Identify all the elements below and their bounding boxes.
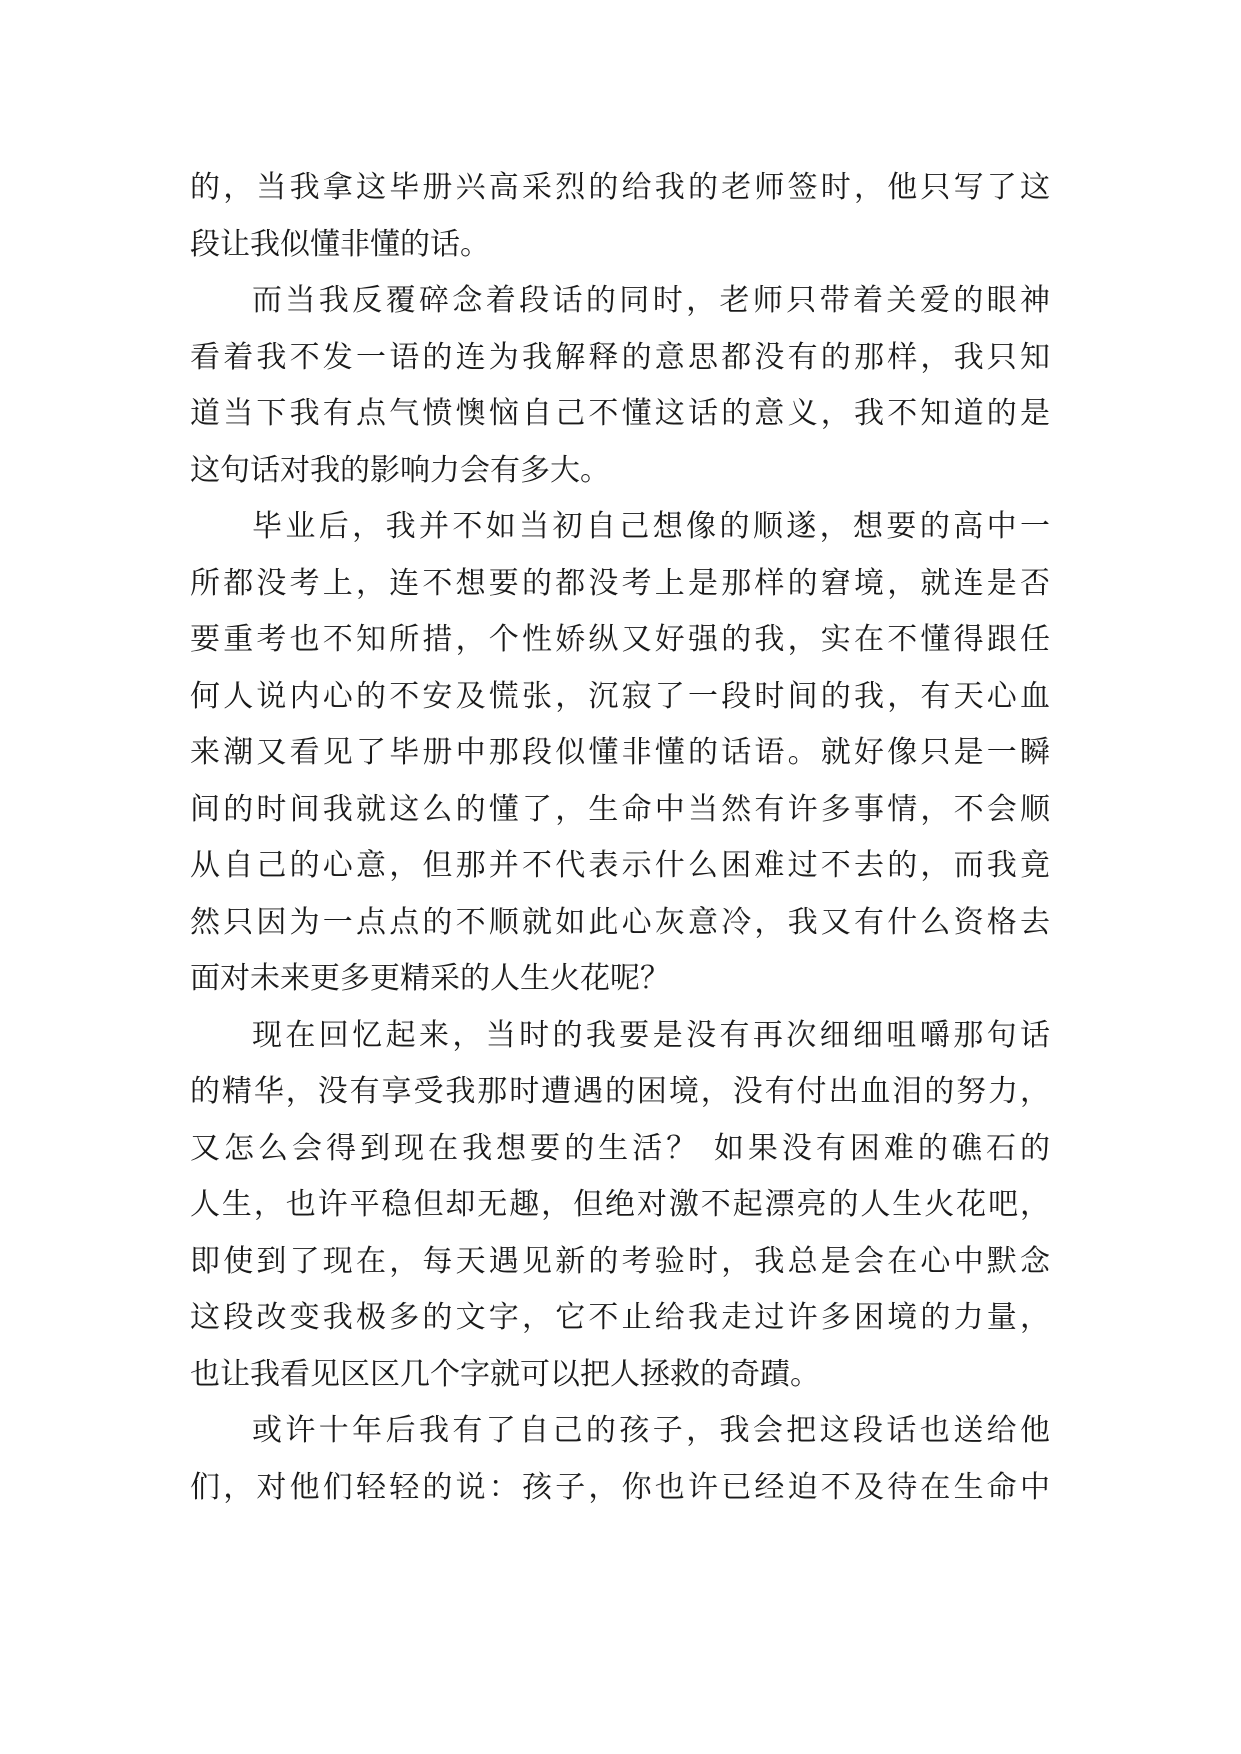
text-line: 毕业后，我并不如当初自己想像的顺遂，想要的高中一 <box>252 509 1050 544</box>
text-line: 也让我看见区区几个字就可以把人拯救的奇蹟。 <box>190 1356 820 1392</box>
text-line: 来潮又看见了毕册中那段似懂非懂的话语。就好像只是一瞬 <box>190 735 1050 770</box>
text-line: 道当下我有点气愤懊恼自己不懂这话的意义，我不知道的是 <box>190 396 1050 431</box>
text-line: 然只因为一点点的不顺就如此心灰意冷，我又有什么资格去 <box>190 904 1050 940</box>
text-line: 而当我反覆碎念着段话的同时，老师只带着关爱的眼神 <box>252 283 1050 318</box>
text-line: 这段改变我极多的文字，它不止给我走过许多困境的力量， <box>190 1300 1050 1335</box>
text-line: 即使到了现在，每天遇见新的考验时，我总是会在心中默念 <box>190 1243 1050 1279</box>
text-line: 或许十年后我有了自己的孩子，我会把这段话也送给他 <box>252 1413 1050 1448</box>
text-line: 段让我似懂非懂的话。 <box>190 226 490 262</box>
paragraph-2 <box>190 273 1050 499</box>
text-line: 从自己的心意，但那并不代表示什么困难过不去的，而我竟 <box>190 848 1050 883</box>
paragraph-3 <box>190 499 1050 1008</box>
text-line: 这句话对我的影响力会有多大。 <box>190 452 610 488</box>
paragraph-1 <box>190 160 1050 273</box>
text-line: 人生，也许平稳但却无趣，但绝对激不起漂亮的人生火花吧， <box>190 1187 1050 1222</box>
text-line: 又怎么会得到现在我想要的生活？ 如果没有困难的礁石的 <box>190 1130 1050 1166</box>
text-line: 现在回忆起来，当时的我要是没有再次细细咀嚼那句话 <box>252 1017 1050 1053</box>
text-line: 何人说内心的不安及慌张，沉寂了一段时间的我，有天心血 <box>190 678 1050 714</box>
document-body <box>190 160 1050 1516</box>
text-line: 看着我不发一语的连为我解释的意思都没有的那样，我只知 <box>190 339 1050 375</box>
text-line: 面对未来更多更精采的人生火花呢？ <box>190 961 670 996</box>
text-line: 们，对他们轻轻的说：孩子，你也许已经迫不及待在生命中 <box>190 1469 1050 1505</box>
text-line: 的精华，没有享受我那时遭遇的困境，没有付出血泪的努力， <box>190 1074 1050 1109</box>
paragraph-4 <box>190 1008 1050 1404</box>
text-line: 间的时间我就这么的懂了，生命中当然有许多事情，不会顺 <box>190 791 1050 827</box>
text-line: 要重考也不知所措，个性娇纵又好强的我，实在不懂得跟任 <box>190 622 1050 657</box>
paragraph-5 <box>190 1403 1050 1516</box>
text-line: 所都没考上，连不想要的都没考上是那样的窘境，就连是否 <box>190 565 1050 601</box>
text-line: 的，当我拿这毕册兴高采烈的给我的老师签时，他只写了这 <box>190 170 1050 205</box>
